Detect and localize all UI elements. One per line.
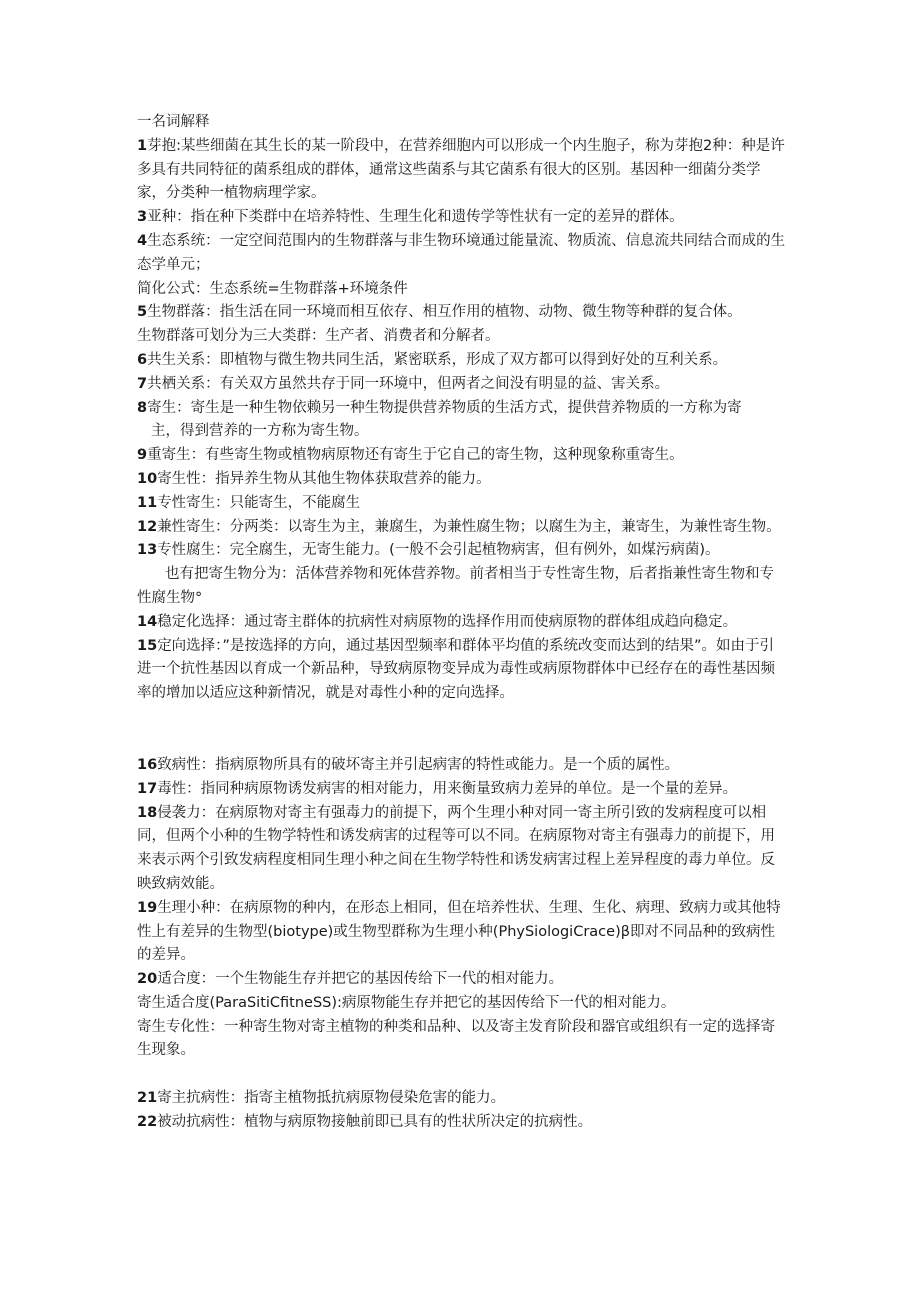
term-entry <box>137 373 787 397</box>
term-number: 16 <box>137 756 158 773</box>
term-text: 寄生性：指异养生物从其他生物体获取营养的能力。 <box>157 470 491 487</box>
term-text: 稳定化选择：通过寄主群体的抗病性对病原物的选择作用而使病原物的群体组成趋向稳定。 <box>157 613 738 630</box>
term-text: 寄生适合度(ParaSitiCfitneSS):病原物能生存并把它的基因传给下一代的相对能力。 <box>137 994 676 1011</box>
term-entry <box>137 516 787 540</box>
term-entry <box>137 135 787 206</box>
term-text: 毒性：指同种病原物诱发病害的相对能力，用来衡量致病力差异的单位。是一个量的差异。 <box>157 780 738 797</box>
term-text: 重寄生：有些寄生物或植物病原物还有寄生于它自己的寄生物，这种现象称重寄生。 <box>147 447 684 464</box>
term-number: 12 <box>137 518 158 535</box>
term-text: 专性腐生：完全腐生，无寄生能力。(一般不会引起植物病害，但有例外，如煤污病菌)。 <box>157 542 720 559</box>
term-text: 定向选择：”是按选择的方向，通过基因型频率和群体平均值的系统改变而达到的结果”。如由于引进一个抗性基因以育成一个新品种，导致病原物变异成为毒性或病原物群体中已经存在的毒性基因频率的增加以适应这种新情况，就是对毒性小种的定向选择。 <box>137 637 775 702</box>
term-entry <box>137 611 787 635</box>
term-text: 亚种：指在种下类群中在培养特性、生理生化和遗传学等性状有一定的差异的群体。 <box>147 209 684 226</box>
terms-section-2 <box>137 754 787 1063</box>
term-number: 11 <box>137 494 158 511</box>
term-number: 10 <box>137 470 158 487</box>
term-entry <box>137 420 787 444</box>
term-entry <box>137 492 787 516</box>
term-text: 生理小种：在病原物的种内，在形态上相同，但在培养性状、生理、生化、病理、致病力或其他特性上有差异的生物型(biotype)或生物型群称为生理小种(PhySiologiCrace)β即对不同品种的致病性的差异。 <box>137 899 781 964</box>
term-entry <box>137 754 787 778</box>
section-heading: 一名词解释 <box>137 114 210 130</box>
term-text: 简化公式：生态系统=生物群落+环境条件 <box>137 280 408 297</box>
term-entry <box>137 301 787 325</box>
section-spacer <box>137 706 787 754</box>
term-number: 14 <box>137 613 158 630</box>
terms-section-3 <box>137 1087 787 1135</box>
term-number: 18 <box>137 804 158 821</box>
term-text: 寄生专化性：一种寄生物对寄主植物的种类和品种、以及寄主发育阶段和器官或组织有一定的选择寄生现象。 <box>137 1018 775 1059</box>
term-entry <box>137 397 787 421</box>
term-number: 5 <box>137 304 148 321</box>
term-text: 适合度：一个生物能生存并把它的基因传给下一代的相对能力。 <box>157 971 564 988</box>
term-number: 20 <box>137 971 158 988</box>
term-text: 生态系统：一定空间范围内的生物群落与非生物环境通过能量流、物质流、信息流共同结合而成的生态学单元； <box>137 232 786 273</box>
terms-section-1 <box>137 135 787 706</box>
term-text: 被动抗病性：植物与病原物接触前即已具有的性状所决定的抗病性。 <box>157 1114 593 1131</box>
term-text: 寄生：寄生是一种生物依赖另一种生物提供营养物质的生活方式，提供营养物质的一方称为寄 <box>147 399 742 416</box>
term-entry <box>137 1087 787 1111</box>
term-entry <box>137 635 787 706</box>
term-entry <box>137 992 787 1016</box>
document-page <box>137 111 787 1135</box>
term-entry <box>137 206 787 230</box>
term-entry <box>137 230 787 278</box>
term-entry <box>137 1111 787 1135</box>
term-text: 致病性：指病原物所具有的破坏寄主并引起病害的特性或能力。是一个质的属性。 <box>157 756 680 773</box>
term-entry <box>137 468 787 492</box>
term-entry <box>137 444 787 468</box>
term-text: 也有把寄生物分为：活体营养物和死体营养物。前者相当于专性寄生物，后者指兼性寄生物和专性腐生物° <box>137 566 774 606</box>
term-text: 生物群落：指生活在同一环境而相互依存、相互作用的植物、动物、微生物等种群的复合体。 <box>147 304 742 321</box>
term-number: 7 <box>137 375 148 392</box>
term-text: 兼性寄生：分两类：以寄生为主，兼腐生，为兼性腐生物；以腐生为主，兼寄生，为兼性寄生物。 <box>157 518 781 535</box>
term-number: 22 <box>137 1114 158 1131</box>
term-number: 3 <box>137 209 148 226</box>
term-text: 寄主抗病性：指寄主植物抵抗病原物侵染危害的能力。 <box>157 1090 506 1107</box>
term-number: 15 <box>137 637 158 654</box>
term-text: 主，得到营养的一方称为寄生物。 <box>151 423 369 440</box>
section-spacer <box>137 1063 787 1087</box>
term-entry <box>137 1016 787 1064</box>
term-number: 19 <box>137 899 158 916</box>
term-number: 4 <box>137 232 148 249</box>
term-entry <box>137 563 787 611</box>
term-entry <box>137 349 787 373</box>
term-text: 侵袭力：在病原物对寄主有强毒力的前提下，两个生理小种对同一寄主所引致的发病程度可以相同，但两个小种的生物学特性和诱发病害的过程等可以不同。在病原物对寄主有强毒力的前提下，用来表示两个引致发病程度相同生理小种之间在生物学特性和诱发病害过程上差异程度的毒力单位。反映致病效能。 <box>137 804 775 892</box>
term-number: 13 <box>137 542 158 559</box>
term-entry <box>137 778 787 802</box>
term-text: 共栖关系：有关双方虽然共存于同一环境中，但两者之间没有明显的益、害关系。 <box>147 375 670 392</box>
term-text: 芽抱:某些细菌在其生长的某一阶段中，在营养细胞内可以形成一个内生胞子，称为芽抱2种：种是许多具有共同特征的菌系组成的群体，通常这些菌系与其它菌系有很大的区别。基因种一细菌分类学家，分类种一植物病理学家。 <box>137 137 785 202</box>
term-number: 21 <box>137 1090 158 1107</box>
term-entry <box>137 968 787 992</box>
term-number: 8 <box>137 399 148 416</box>
term-entry <box>137 325 787 349</box>
term-entry <box>137 539 787 563</box>
term-text: 生物群落可划分为三大类群：生产者、消费者和分解者。 <box>137 328 500 345</box>
term-entry <box>137 897 787 968</box>
term-number: 6 <box>137 351 148 368</box>
term-entry <box>137 278 787 302</box>
term-text: 专性寄生：只能寄生，不能腐生 <box>157 494 361 511</box>
term-text: 共生关系：即植物与微生物共同生活，紧密联系，形成了双方都可以得到好处的互利关系。 <box>147 351 728 368</box>
term-number: 17 <box>137 780 158 797</box>
term-entry <box>137 802 787 897</box>
term-number: 9 <box>137 447 148 464</box>
term-number: 1 <box>137 137 148 154</box>
